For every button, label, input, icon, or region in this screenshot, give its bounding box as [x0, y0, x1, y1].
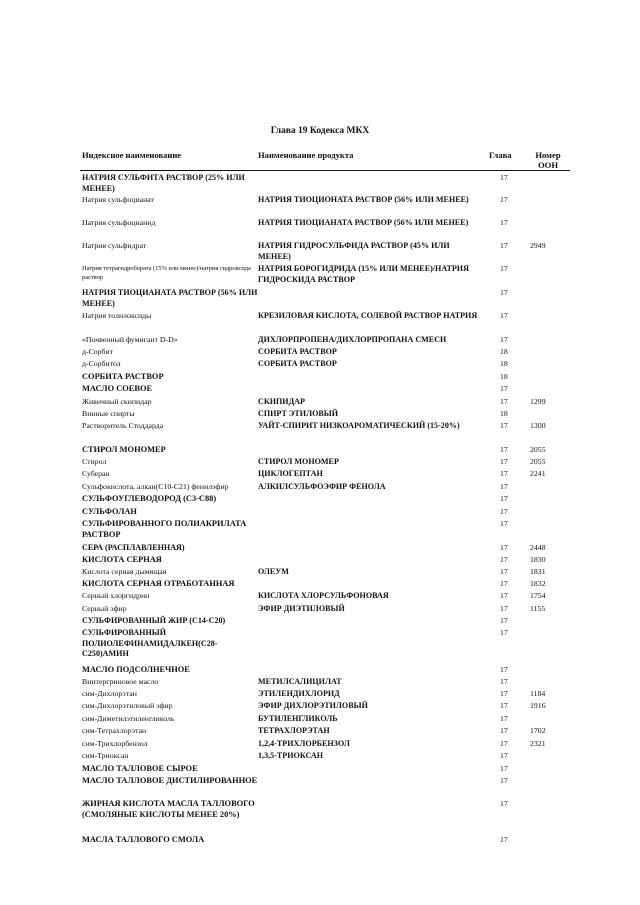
product-name-cell: СКИПИДАР	[258, 397, 305, 406]
product-name-cell: 1,2,4-ТРИХЛОРБЕНЗОЛ	[258, 739, 350, 748]
chapter-cell: 17	[500, 445, 508, 454]
chapter-cell: 17	[500, 701, 508, 710]
un-number-cell: 1830	[530, 555, 546, 564]
un-number-cell: 2241	[530, 469, 546, 478]
index-name-cell: Натрия толилоксиды	[82, 311, 152, 320]
chapter-cell: 17	[500, 241, 508, 250]
product-name-cell: ТЕТРАХЛОРЭТАН	[258, 726, 330, 735]
chapter-cell: 18	[500, 347, 508, 356]
chapter-cell: 17	[500, 677, 508, 686]
index-name-cell: сим-Триоксан	[82, 751, 129, 760]
un-number-cell: 2055	[530, 445, 546, 454]
chapter-cell: 17	[500, 835, 508, 844]
index-name-cell: Кислота серная дымящая	[82, 567, 167, 576]
product-name-cell: ЭФИР ДИЭТИЛОВЫЙ	[258, 604, 345, 613]
chapter-cell: 17	[500, 739, 508, 748]
index-name-cell: Живичный скипидар	[82, 397, 152, 406]
chapter-cell: 18	[500, 409, 508, 418]
index-name-cell: СУЛЬФИРОВАННЫЙ ПОЛИОЛЕФИНАМИДАЛКЕН(С28-С250)АМИН	[82, 628, 218, 658]
index-name-cell: Сульфокислота, алкан(С10-С21) фенилэфир	[82, 482, 229, 491]
un-number-cell: 1300	[530, 421, 546, 430]
index-name-cell: МАСЛА ТАЛЛОВОГО СМОЛА	[82, 835, 205, 844]
chapter-cell: 17	[500, 195, 508, 204]
un-number-cell: 1702	[530, 726, 546, 735]
un-number-cell: 1916	[530, 701, 546, 710]
index-name-cell: СТИРОЛ МОНОМЕР	[82, 445, 166, 454]
index-name-cell: Серный хлоргидрин	[82, 591, 150, 600]
chapter-cell: 17	[500, 751, 508, 760]
index-name-cell: Натрия тетрагидробората (15% или менее)/натрия гидроксида раствор	[82, 265, 251, 281]
chapter-cell: 17	[500, 469, 508, 478]
product-name-cell: УАЙТ-СПИРИТ НИЗКОАРОМАТИЧЕСКИЙ (15-20%)	[258, 421, 460, 430]
index-name-cell: СУЛЬФИРОВАННОГО ПОЛИАКРИЛАТА РАСТВОР	[82, 519, 247, 539]
chapter-cell: 17	[500, 173, 508, 182]
chapter-cell: 17	[500, 689, 508, 698]
index-name-cell: СУЛЬФОУГЛЕВОДОРОД (С3-С88)	[82, 494, 217, 503]
un-number-cell: 1832	[530, 579, 546, 588]
index-name-cell: Натрия сульфидрат	[82, 241, 147, 250]
header-index-name: Индексное наименование	[82, 150, 182, 160]
chapter-cell: 17	[500, 799, 508, 808]
product-name-cell: НАТРИЯ БОРОГИДРИДА (15% ИЛИ МЕНЕЕ)/НАТРИЯ ГИДРОСКИДА РАСТВОР	[258, 264, 469, 284]
chapter-cell: 17	[500, 311, 508, 320]
product-name-cell: ОЛЕУМ	[258, 567, 289, 576]
chapter-cell: 17	[500, 421, 508, 430]
chapter-cell: 17	[500, 457, 508, 466]
index-name-cell: Растворитель Стоддарда	[82, 421, 164, 430]
product-name-cell: СОРБИТА РАСТВОР	[258, 359, 337, 368]
chapter-cell: 17	[500, 628, 508, 637]
product-name-cell: МЕТИЛСАЛИЦИЛАТ	[258, 677, 342, 686]
chapter-cell: 17	[500, 218, 508, 227]
chapter-cell: 17	[500, 494, 508, 503]
index-name-cell: сим-Трихлорбензол	[82, 739, 148, 748]
index-name-cell: д-Сорбит	[82, 347, 114, 356]
chapter-cell: 18	[500, 372, 508, 381]
header-product-name: Наименование продукта	[258, 150, 354, 160]
chapter-cell: 17	[500, 579, 508, 588]
chapter-cell: 17	[500, 384, 508, 393]
index-name-cell: МАСЛО ПОДСОЛНЕЧНОЕ	[82, 665, 190, 674]
index-name-cell: сим-Дихлорэтиловый эфир	[82, 701, 173, 710]
index-name-cell: МАСЛО СОЕВОЕ	[82, 384, 153, 393]
index-name-cell: Винные спирты	[82, 409, 135, 418]
index-name-cell: сим-Диметилэтиленгликоль	[82, 714, 175, 723]
un-number-cell: 1184	[530, 689, 546, 698]
index-name-cell: Натрия сульфоцианат	[82, 195, 154, 204]
product-name-cell: НАТРИЯ ГИДРОСУЛЬФИДА РАСТВОР (45% ИЛИ МЕНЕЕ)	[258, 241, 450, 261]
index-name-cell: МАСЛО ТАЛЛОВОЕ ДИСТИЛИРОВАННОЕ	[82, 776, 258, 785]
chapter-cell: 17	[500, 604, 508, 613]
product-name-cell: СТИРОЛ МОНОМЕР	[258, 457, 339, 466]
index-name-cell: СУЛЬФИРОВАННЫЙ ЖИР (С14-С20)	[82, 616, 226, 625]
product-name-cell: БУТИЛЕНГЛИКОЛЬ	[258, 714, 338, 723]
header-rule	[80, 170, 570, 171]
product-name-cell: ДИХЛОРПРОПЕНА/ДИХЛОРПРОПАНА СМЕСИ	[258, 335, 447, 344]
index-name-cell: НАТРИЯ СУЛЬФИТА РАСТВОР (25% ИЛИ МЕНЕЕ)	[82, 173, 245, 193]
index-name-cell: Серный эфир	[82, 604, 127, 613]
product-name-cell: 1,3,5-ТРИОКСАН	[258, 751, 324, 760]
un-number-cell: 1155	[530, 604, 546, 613]
chapter-cell: 18	[500, 359, 508, 368]
index-name-cell: Винтергриновое масло	[82, 677, 159, 686]
un-number-cell: 1299	[530, 397, 546, 406]
chapter-cell: 17	[500, 714, 508, 723]
index-name-cell: «Почвенный фумигант D-D»	[82, 335, 178, 344]
chapter-cell: 17	[500, 616, 508, 625]
page-title: Глава 19 Кодекса МКХ	[270, 126, 370, 136]
product-name-cell: ЦИКЛОГЕПТАН	[258, 469, 323, 478]
chapter-cell: 17	[500, 519, 508, 528]
index-name-cell: сим-Дихлорэтан	[82, 689, 137, 698]
un-number-cell: 2055	[530, 457, 546, 466]
index-name-cell: сим-Тетрахлорэтан	[82, 726, 147, 735]
index-name-cell: ЖИРНАЯ КИСЛОТА МАСЛА ТАЛЛОВОГО (СМОЛЯНЫЕ КИСЛОТЫ МЕНЕЕ 20%)	[82, 799, 255, 819]
chapter-cell: 17	[500, 264, 508, 273]
chapter-cell: 17	[500, 555, 508, 564]
index-name-cell: д-Сорбитол	[82, 359, 121, 368]
chapter-cell: 17	[500, 397, 508, 406]
index-name-cell: НАТРИЯ ТИОЦИАНАТА РАСТВОР (56% ИЛИ МЕНЕЕ)	[82, 288, 258, 308]
product-name-cell: НАТРИЯ ТИОЦИОНАТА РАСТВОР (56% ИЛИ МЕНЕЕ)	[258, 195, 469, 204]
header-un-number: Номер ООН	[535, 150, 561, 170]
chapter-cell: 17	[500, 665, 508, 674]
product-name-cell: КРЕЗИЛОВАЯ КИСЛОТА, СОЛЕВОЙ РАСТВОР НАТРИЯ	[258, 311, 478, 320]
index-name-cell: КИСЛОТА СЕРНАЯ ОТРАБОТАННАЯ	[82, 579, 235, 588]
chapter-cell: 17	[500, 507, 508, 516]
index-name-cell: Натрия сульфоцианид	[82, 218, 156, 227]
chapter-cell: 17	[500, 567, 508, 576]
index-name-cell: МАСЛО ТАЛЛОВОЕ СЫРОЕ	[82, 764, 198, 773]
un-number-cell: 2321	[530, 739, 546, 748]
header-chapter: Глава	[489, 150, 512, 160]
index-name-cell: СОРБИТА РАСТВОР	[82, 372, 164, 381]
product-name-cell: СПИРТ ЭТИЛОВЫЙ	[258, 409, 339, 418]
chapter-cell: 17	[500, 482, 508, 491]
index-name-cell: СЕРА (РАСПЛАВЛЕННАЯ)	[82, 543, 185, 552]
product-name-cell: КИСЛОТА ХЛОРСУЛЬФОНОВАЯ	[258, 591, 389, 600]
index-name-cell: Стирол	[82, 457, 107, 466]
chapter-cell: 17	[500, 543, 508, 552]
index-name-cell: Суберан	[82, 469, 110, 478]
chapter-cell: 17	[500, 591, 508, 600]
index-name-cell: СУЛЬФОЛАН	[82, 507, 137, 516]
chapter-cell: 17	[500, 764, 508, 773]
product-name-cell: СОРБИТА РАСТВОР	[258, 347, 337, 356]
un-number-cell: 1831	[530, 567, 546, 576]
product-name-cell: ЭТИЛЕНДИХЛОРИД	[258, 689, 340, 698]
un-number-cell: 2448	[530, 543, 546, 552]
un-number-cell: 1754	[530, 591, 546, 600]
chapter-cell: 17	[500, 726, 508, 735]
chapter-cell: 17	[500, 776, 508, 785]
un-number-cell: 2949	[530, 241, 546, 250]
index-name-cell: КИСЛОТА СЕРНАЯ	[82, 555, 162, 564]
product-name-cell: НАТРИЯ ТИОЦИАНАТА РАСТВОР (56% ИЛИ МЕНЕЕ)	[258, 218, 469, 227]
product-name-cell: АЛКИЛСУЛЬФОЭФИР ФЕНОЛА	[258, 482, 386, 491]
product-name-cell: ЭФИР ДИХЛОРЭТИЛОВЫЙ	[258, 701, 368, 710]
chapter-cell: 17	[500, 335, 508, 344]
chapter-cell: 17	[500, 288, 508, 297]
